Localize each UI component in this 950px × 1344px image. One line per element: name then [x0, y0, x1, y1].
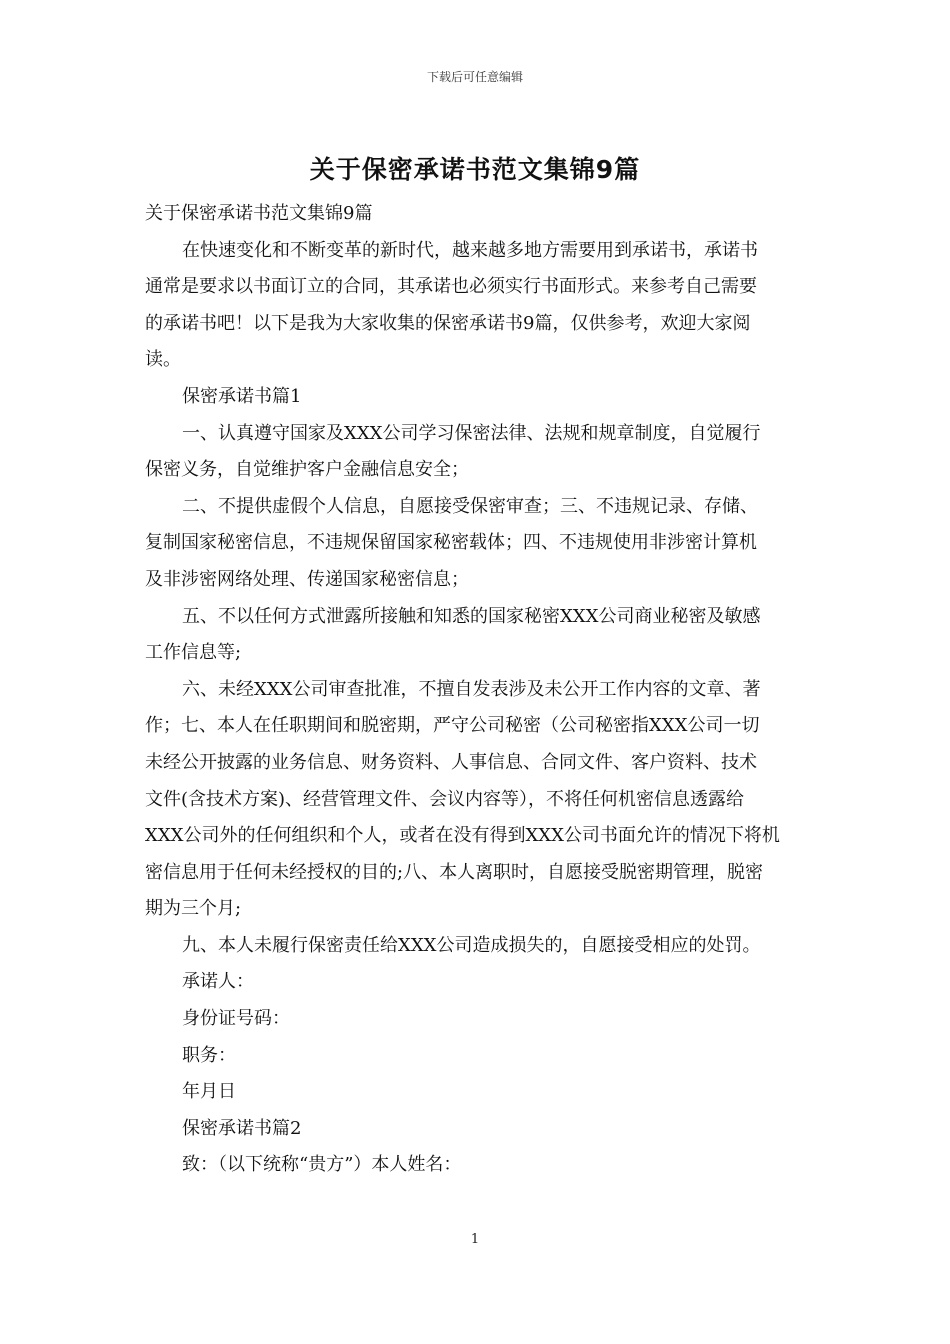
header-note: 下载后可任意编辑: [426, 70, 523, 84]
body-line: 通常是要求以书面订立的合同，其承诺也必须实行书面形式。来参考自己需要: [145, 276, 757, 298]
body-line: 五、不以任何方式泄露所接触和知悉的国家秘密XXX公司商业秘密及敏感: [182, 605, 761, 627]
body-line: 致：（以下统称“贵方”）本人姓名：: [182, 1154, 462, 1176]
body-line: 未经公开披露的业务信息、财务资料、人事信息、合同文件、客户资料、技术: [145, 751, 757, 773]
document-body: [145, 196, 807, 1184]
body-line: 身份证号码：: [182, 1008, 290, 1030]
body-line: 九、本人未履行保密责任给XXX公司造成损失的，自愿接受相应的处罚。: [182, 934, 761, 956]
body-line: 期为三个月;: [145, 898, 242, 920]
body-line: 密信息用于任何未经授权的目的;八、本人离职时，自愿接受脱密期管理，脱密: [145, 861, 764, 883]
body-line: 文件(含技术方案)、经营管理文件、会议内容等），不将任何机密信息透露给: [145, 788, 745, 810]
body-line: 作；七、本人在任职期间和脱密期，严守公司秘密（公司秘密指XXX公司一切: [145, 715, 760, 737]
body-line: 读。: [145, 349, 181, 371]
body-line: 职务：: [182, 1044, 236, 1066]
body-line: 保密承诺书篇1: [182, 385, 302, 407]
body-line: 及非涉密网络处理、传递国家秘密信息；: [145, 568, 469, 590]
body-line: 保密义务，自觉维护客户金融信息安全；: [145, 459, 469, 481]
body-line: 保密承诺书篇2: [182, 1117, 302, 1139]
document-title: 关于保密承诺书范文集锦9篇: [309, 155, 641, 184]
body-line: 关于保密承诺书范文集锦9篇: [145, 203, 373, 224]
body-line: 承诺人：: [182, 971, 254, 993]
body-line: XXX公司外的任何组织和个人，或者在没有得到XXX公司书面允许的情况下将机: [145, 825, 780, 847]
body-line: 一、认真遵守国家及XXX公司学习保密法律、法规和规章制度，自觉履行: [182, 422, 761, 444]
body-line: 六、未经XXX公司审查批准，不擅自发表涉及未公开工作内容的文章、著: [182, 678, 761, 700]
body-line: 二、不提供虚假个人信息，自愿接受保密审查；三、不违规记录、存储、: [182, 495, 758, 517]
body-line: 复制国家秘密信息，不违规保留国家秘密载体；四、不违规使用非涉密计算机: [145, 532, 757, 554]
body-line: 的承诺书吧！以下是我为大家收集的保密承诺书9篇，仅供参考，欢迎大家阅: [145, 312, 751, 334]
body-line: 年月日: [182, 1081, 236, 1103]
body-line: 工作信息等;: [145, 642, 242, 664]
page-number: 1: [470, 1232, 480, 1247]
body-line: 在快速变化和不断变革的新时代，越来越多地方需要用到承诺书，承诺书: [182, 239, 758, 261]
